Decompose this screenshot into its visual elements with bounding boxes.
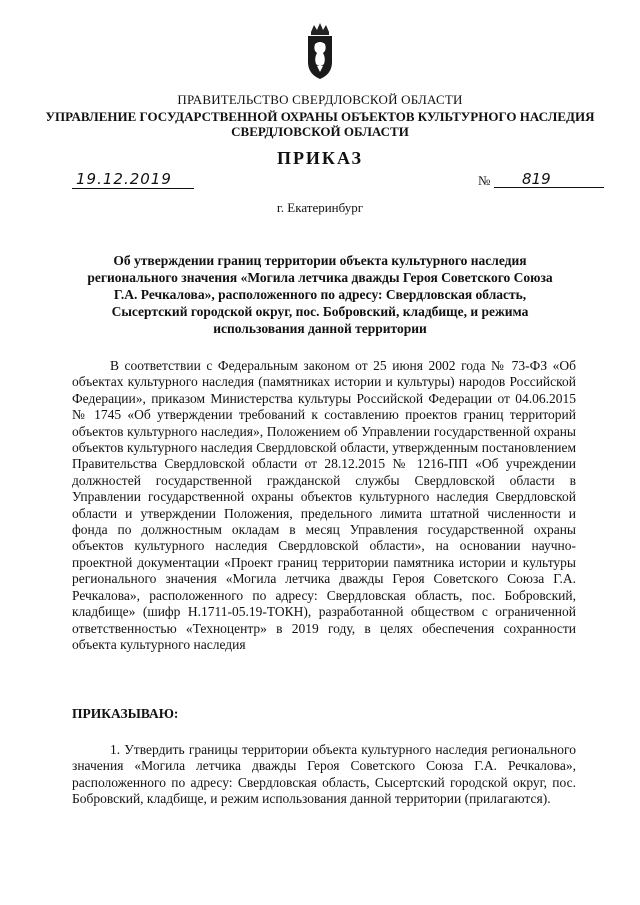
- order-word: ПРИКАЗЫВАЮ:: [72, 706, 179, 721]
- order-item-1: 1. Утвердить границы территории объекта культурного наследия регионального значения «Могила летчика дважды Героя Советского Союза Г.А. Речкалова», расположенного по адресу: Свердловская область, Сысертский городской округ, пос. Бобровский, кладбище, и режим использования данной территории (прилагаются).: [72, 742, 576, 807]
- department-name: УПРАВЛЕНИЕ ГОСУДАРСТВЕННОЙ ОХРАНЫ ОБЪЕКТОВ КУЛЬТУРНОГО НАСЛЕДИЯ СВЕРДЛОВСКОЙ ОБЛАСТИ: [45, 109, 595, 139]
- preamble-paragraph: В соответствии с Федеральным законом от 25 июня 2002 года № 73-ФЗ «Об объектах культурного наследия (памятниках истории и культуры) народов Российской Федерации», приказом Министерства культуры Российской Федерации от 04.06.2015 № 1745 «Об утверждении требований к составлению проектов границ территорий объектов культурного наследия», Положением об Управлении государственной охраны объектов культурного наследия Свердловской области, утвержденным постановлением Правительства Свердловской области от 28.12.2015 № 1216-ПП «Об учреждении должностей государственной гражданской службы Свердловской области в Управлении государственной охраны объектов культурного наследия Свердловской области и утверждении Положения, предельного лимита штатной численности и фонда по должностным окладам в месяц Управления государственной охраны объектов культурного наследия Свердловской области», на основании научно-проектной документации «Проект границ территории памятника истории и культуры регионального значения «Могила летчика дважды Героя Советского Союза Г.А. Речкалова», расположенного по адресу: Свердловская область, пос. Бобровский, кладбище» (шифр Н.1711-05.19-ТОКН), разработанной обществом с ограниченной ответственностью «Техноцентр» в 2019 году, в целях обеспечения сохранности объекта культурного наследия: [72, 358, 576, 652]
- document-date: 19.12.2019: [72, 170, 194, 189]
- coat-of-arms-icon: [304, 22, 336, 80]
- city: г. Екатеринбург: [276, 200, 364, 215]
- number-label: №: [478, 173, 491, 188]
- document-type-title: ПРИКАЗ: [276, 148, 364, 168]
- government-name: ПРАВИТЕЛЬСТВО СВЕРДЛОВСКОЙ ОБЛАСТИ: [177, 92, 463, 107]
- document-number: 819: [494, 170, 604, 188]
- document-subject: Об утверждении границ территории объекта культурного наследия регионального значения «Могила летчика дважды Героя Советского Союза Г.А. Речкалова», расположенного по адресу: Свердловская область, Сысертский городской округ, пос. Бобровский, кладбище, и режима использования данной территории: [87, 253, 553, 336]
